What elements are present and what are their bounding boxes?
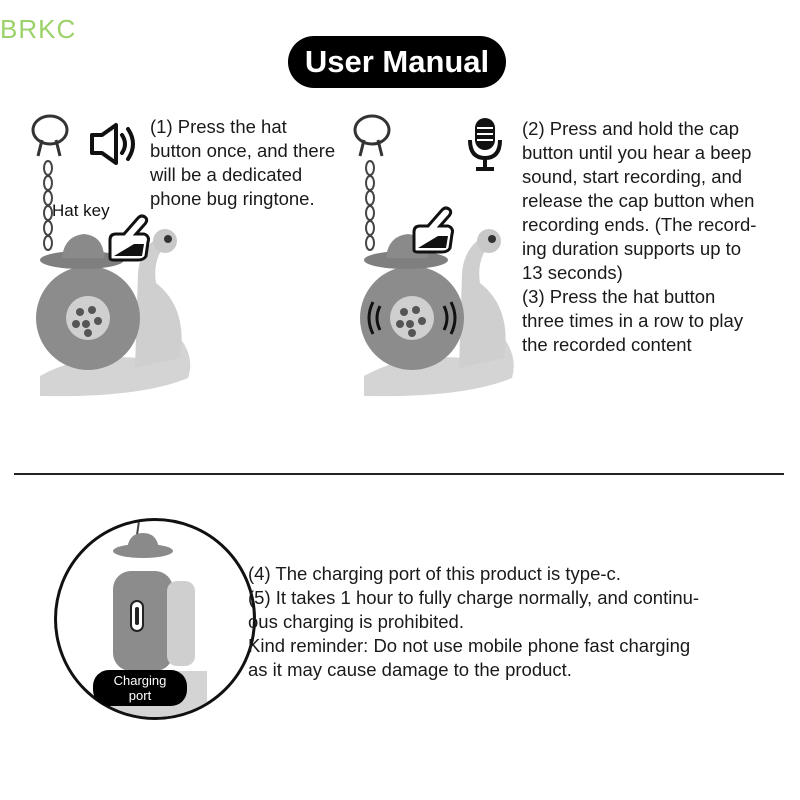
pointing-hand-icon bbox=[104, 212, 156, 264]
page-title: User Manual bbox=[288, 36, 506, 88]
pointing-hand-icon bbox=[408, 204, 460, 256]
step-2-3-text: (2) Press and hold the cap button until you hear a beep sound, start recording, and release the cap button when recording ends. (The record- ing duration supports up to 13 seconds) (3) Press the hat button three times in a row to play the recorded content bbox=[522, 118, 757, 355]
microphone-icon bbox=[466, 116, 504, 172]
step-1-text: (1) Press the hat button once, and there will be a dedicated phone bug ringtone. bbox=[150, 116, 336, 209]
charging-port-label-line2: port bbox=[128, 688, 152, 703]
step-4-5-text: (4) The charging port of this product is type-c. (5) It takes 1 hour to fully charge normally, and continu- ous charging is prohibited. Kind reminder: Do not use mobile phone fast charging as it may cause damage to the product. bbox=[248, 563, 700, 680]
hat-key-label: Hat key bbox=[52, 201, 110, 220]
charging-port-label-line1: Charging bbox=[113, 673, 167, 688]
section-divider bbox=[14, 473, 784, 475]
charging-port-label bbox=[93, 670, 187, 706]
speaker-icon bbox=[88, 121, 142, 167]
brand-watermark: BRKC bbox=[0, 14, 77, 44]
